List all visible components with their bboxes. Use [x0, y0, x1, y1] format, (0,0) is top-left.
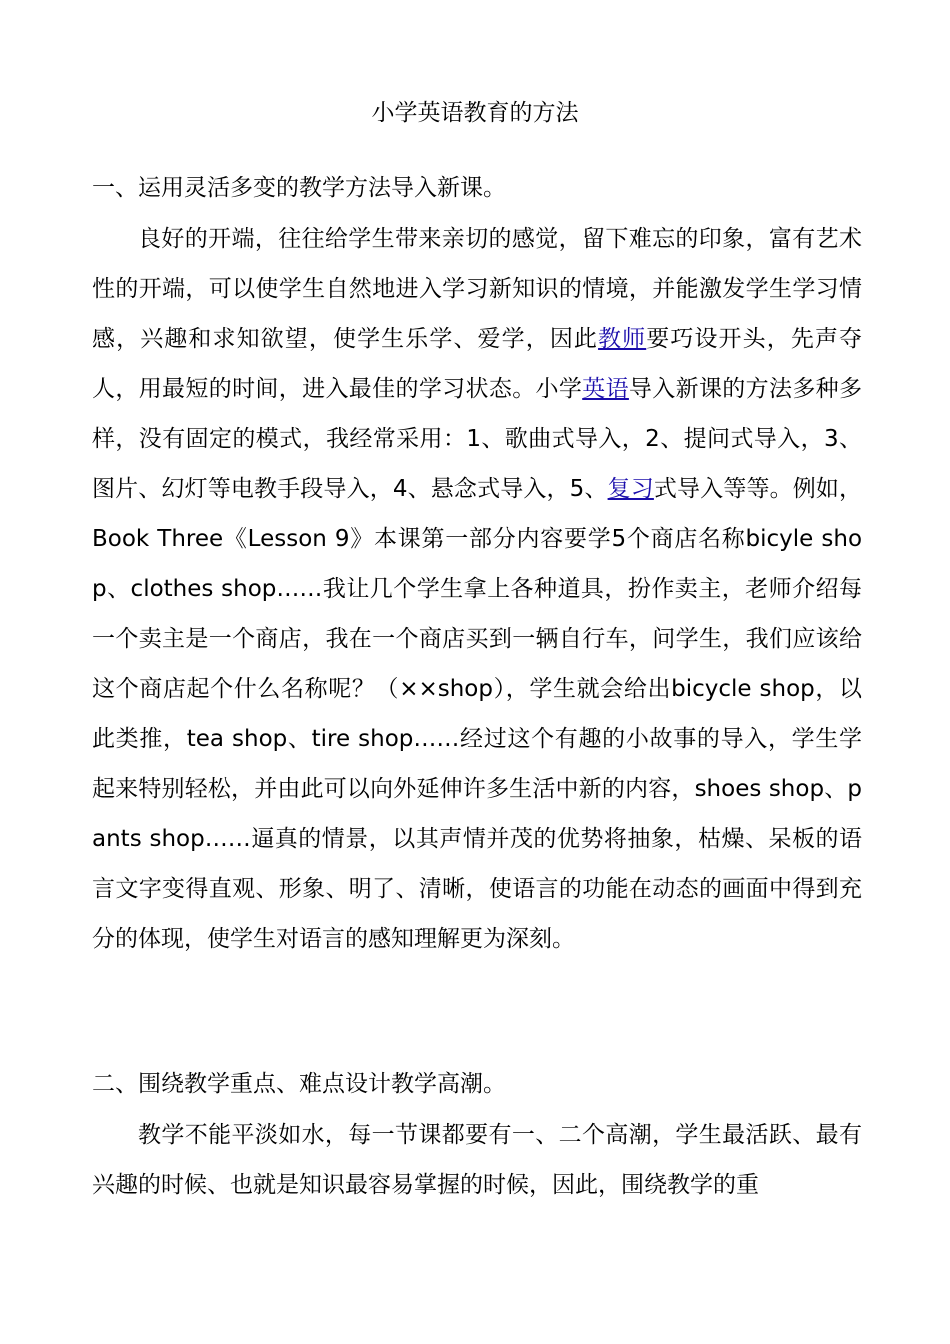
english-run: bicyle shop [92, 526, 863, 602]
text-run: 式导入等等。例如， [653, 476, 863, 502]
text-run: ，以此类推， [92, 676, 863, 752]
number-run: 2 [645, 426, 660, 452]
document-title: 小学英语教育的方法 [371, 100, 579, 126]
text-run: 、图片、幻灯等电教手段导入， [92, 426, 863, 502]
text-run: 我让几个学生拿上各种道具，扮作卖主，老师介绍每一个卖主是一个商店，我在一个商店买到一辆自行车，问学生，我们应该给这个商店起个什么名称呢？（ [92, 576, 863, 702]
section-2-paragraph: 教学不能平淡如水，每一节课都要有一、二个高潮，学生最活跃、最有兴趣的时候、也就是知识最容易掌握的时候，因此，围绕教学的重 [92, 1122, 862, 1198]
text-run: 《 [223, 526, 248, 552]
text-run: 、提问式导入， [659, 426, 824, 452]
number-run: 5 [569, 476, 585, 502]
text-run: 、歌曲式导入， [480, 426, 646, 452]
section-heading-2: 二、围绕教学重点、难点设计教学高潮。 [92, 1071, 506, 1097]
text-run: 、 [106, 576, 131, 602]
text-run: 、 [824, 776, 848, 802]
english-run: ××shop [399, 676, 493, 702]
english-run: bicycle shop [671, 676, 815, 702]
english-run: tea shop [186, 726, 288, 752]
english-run: pants shop…… [92, 776, 863, 852]
text-run: 、悬念式导入， [407, 476, 570, 502]
english-run: shoes shop [694, 776, 825, 802]
text-run: 导入新课的方法多种多样，没有固定的模式，我经常采用： [92, 376, 862, 452]
text-run: 逼真的情景，以其声情并茂的优势将抽象，枯燥、呆板的语言文字变得直观、形象、明了、清晰，使语言的功能在动态的画面中得到充分的体现，使学生对语言的感知理解更为深刻。 [92, 826, 863, 952]
section-1-paragraph [92, 214, 862, 964]
text-run: 经过这个有趣的小故事的导入，学生学起来特别轻松，并由此可以向外延伸许多生活中新的内容， [92, 726, 863, 802]
english-run: tire shop…… [311, 726, 460, 752]
section-heading-1: 一、运用灵活多变的教学方法导入新课。 [92, 175, 506, 201]
link-english[interactable]: 英语 [582, 376, 629, 402]
english-run: Lesson 9 [247, 526, 350, 552]
text-run: 、 [287, 726, 312, 752]
number-run: 3 [823, 426, 839, 452]
english-run: Book Three [92, 526, 224, 552]
text-run: 》本课第一部分内容要学 [349, 526, 612, 552]
text-run: 要巧设开头，先声夺人，用最短的时间，进入最佳的学习状态。小学 [92, 326, 863, 402]
link-review[interactable]: 复习 [607, 476, 654, 502]
text-run: 良好的开端，往往给学生带来亲切的感觉，留下难忘的印象，富有艺术性的开端，可以使学生自然地进入学习新知识的情境，并能激发学生学习情感，兴趣和求知欲望，使学生乐学、爱学，因此 [92, 226, 862, 352]
english-run: clothes shop…… [130, 576, 323, 602]
text-run: 个商店名称 [626, 526, 746, 552]
number-run: 1 [466, 426, 481, 452]
text-run: 、 [584, 476, 608, 502]
english-run: 5 [611, 526, 627, 552]
number-run: 4 [392, 476, 408, 502]
link-teacher[interactable]: 教师 [598, 326, 647, 352]
text-run: ），学生就会给出 [492, 676, 672, 702]
